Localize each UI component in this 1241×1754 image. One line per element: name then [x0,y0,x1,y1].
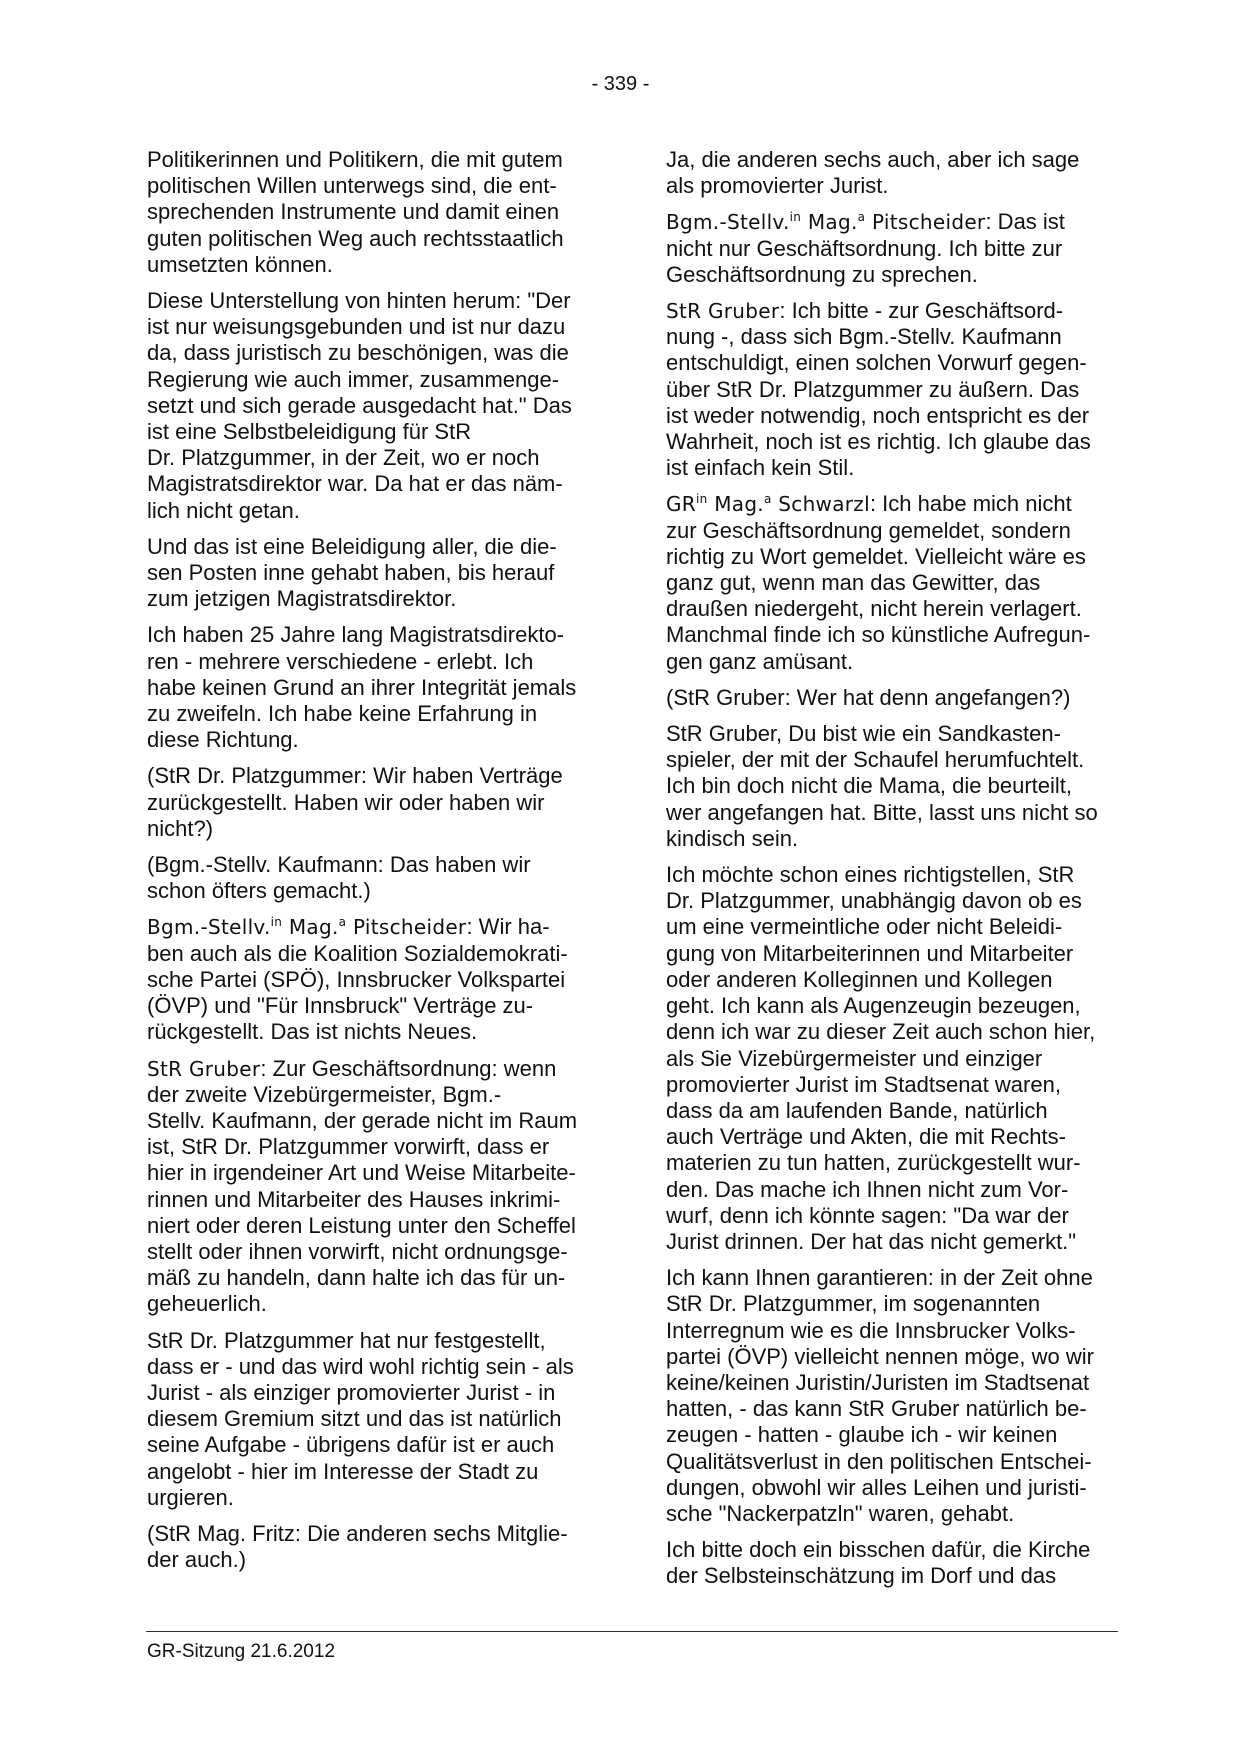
speech-text: nung -, dass sich Bgm.-Stellv. Kaufmann entschuldigt, einen solchen Vorwurf gegen- über StR Dr. Platzgummer zu äußern. Das ist weder notwendig, noch entspricht es der Wahrheit, noch ist es richtig. Ich glaube das ist einfach kein Stil. [666,324,1091,481]
speech-text: der zweite Vizebürgermeister, Bgm.- Stellv. Kaufmann, der gerade nicht im Raum ist, StR Dr. Platzgummer vorwirft, dass er hier in irgendeiner Art und Weise Mitarbeite- rinnen und Mitarbeiter des Hauses inkrimi- niert oder deren Leistung unter den Scheffel stellt oder ihnen vorwirft, nicht ordnungsge- mäß zu handeln, dann halte ich das für un- geheuerlich. [147,1081,578,1317]
speech-paragraph [147,914,607,1045]
paragraph: StR Dr. Platzgummer hat nur festgestellt, dass er - und das wird wohl richtig sein - als Jurist - als einziger promovierter Jurist - in diesem Gremium sitzt und das ist natürlich seine Aufgabe - übrigens dafür ist er auch angelobt - hier im Interesse der Stadt zu urgieren. [147,1327,574,1510]
paragraph: Ich haben 25 Jahre lang Magistratsdirekto- ren - mehrere verschiedene - erlebt. Ich habe keinen Grund an ihrer Integrität jemals zu zweifeln. Ich habe keine Erfahrung in diese Richtung. [147,622,577,753]
paragraph: Ich kann Ihnen garantieren: in der Zeit ohne StR Dr. Platzgummer, im sogenannten Interregnum wie es die Innsbrucker Volks- partei (ÖVP) vielleicht nennen möge, wo wir keine/keinen Juristin/Juristen im Stadtsenat hatten, - das kann StR Gruber natürlich be- zeugen - hatten - glaube ich - wir keinen Qualitätsverlust in den politischen Entschei- dungen, obwohl wir alles Leihen und juristi- sche "Nackerpatzln" waren, gehabt. [666,1265,1094,1526]
paragraph: Ich bitte doch ein bisschen dafür, die Kirche der Selbsteinschätzung im Dorf und das [666,1537,1091,1589]
speech-text: : Ich bitte - zur Geschäftsord- [779,298,1064,324]
paragraph: StR Gruber, Du bist wie ein Sandkasten- spieler, der mit der Schaufel herumfuchtelt. Ich bin doch nicht die Mama, die beurteilt, wer angefangen hat. Bitte, lasst uns nicht so kindisch sein. [666,721,1098,851]
speech-paragraph [147,1056,607,1318]
speech-text: ben auch als die Koalition Sozialdemokrati- sche Partei (SPÖ), Innsbrucker Volkspartei (ÖVP) und "Für Innsbruck" Verträge zu- rückgestellt. Das ist nichts Neues. [147,940,568,1045]
speaker-name: $GR^{in}$ Mag.$^a$ Schwarzl [666,492,870,517]
speech-text: : Ich habe mich nicht [869,491,1072,517]
speech-text: nicht nur Geschäftsordnung. Ich bitte zur Geschäftsordnung zu sprechen. [666,235,1063,287]
speaker-name: StR Gruber [147,1056,261,1081]
speech-paragraph [666,491,1126,674]
interjection: (StR Dr. Platzgummer: Wir haben Verträge zurückgestellt. Haben wir oder haben wir nicht?) [147,763,563,841]
paragraph: Und das ist eine Beleidigung aller, die die- sen Posten inne gehabt haben, bis herauf zum jetzigen Magistratsdirektor. [147,533,557,612]
left-column [147,147,607,1583]
speaker-name: StR Gruber [666,299,780,324]
right-column [666,147,1126,1600]
footer-session-date: GR-Sitzung 21.6.2012 [147,1641,336,1662]
interjection: (StR Gruber: Wer hat denn angefangen?) [666,684,1071,710]
interjection: (StR Mag. Fritz: Die anderen sechs Mitglie- der auch.) [147,1520,568,1573]
speech-text: zur Geschäftsordnung gemeldet, sondern richtig zu Wort gemeldet. Vielleicht wäre es ganz gut, wenn man das Gewitter, das draußen niedergeht, nicht herein verlagert. Manchmal finde ich so künstliche Aufregun- gen ganz amüsant. [666,517,1091,674]
speaker-name: Bgm.-Stellv.$^{in}$ Mag.$^a$ Pitscheider [666,210,986,235]
paragraph: Ich möchte schon eines richtigstellen, StR Dr. Platzgummer, unabhängig davon ob es um eine vermeintliche oder nicht Beleidi- gung von Mitarbeiterinnen und Mitarbeiter oder anderen Kolleginnen und Kollegen geht. Ich kann als Augenzeugin bezeugen, denn ich war zu dieser Zeit auch schon hier, als Sie Vizebürgermeister und einziger promovierter Jurist im Stadtsenat waren, dass da am laufenden Bande, natürlich auch Verträge und Akten, die mit Rechts- materien zu tun hatten, zurückgestellt wur- den. Das mache ich Ihnen nicht zum Vor- wurf, denn ich könnte sagen: "Da war der Jurist drinnen. Der hat das nicht gemerkt." [666,862,1096,1254]
paragraph: Ja, die anderen sechs auch, aber ich sage als promovierter Jurist. [666,147,1080,199]
speech-paragraph [666,298,1126,481]
footer-divider [146,1631,1118,1632]
speaker-name: Bgm.-Stellv.$^{in}$ Mag.$^a$ Pitscheider [147,915,467,940]
interjection: (Bgm.-Stellv. Kaufmann: Das haben wir schon öfters gemacht.) [147,852,531,904]
speech-paragraph [666,209,1126,288]
speech-text: : Wir ha- [466,914,550,940]
speech-text: : Das ist [985,209,1065,235]
paragraph: Diese Unterstellung von hinten herum: "Der ist nur weisungsgebunden und ist nur dazu da, dass juristisch zu beschönigen, was die Regierung wie auch immer, zusammenge- setzt und sich gerade ausgedacht hat." Das ist eine Selbstbeleidigung für StR Dr. Platzgummer, in der Zeit, wo er noch Magistratsdirektor war. Da hat er das näm- lich nicht getan. [147,288,572,523]
page-number: - 339 - [591,73,650,95]
speech-text: : Zur Geschäftsordnung: wenn [260,1055,557,1081]
paragraph: Politikerinnen und Politikern, die mit gutem politischen Willen unterwegs sind, die ent- sprechenden Instrumente und damit einen guten politischen Weg auch rechtsstaatlich umsetzten können. [147,147,564,277]
